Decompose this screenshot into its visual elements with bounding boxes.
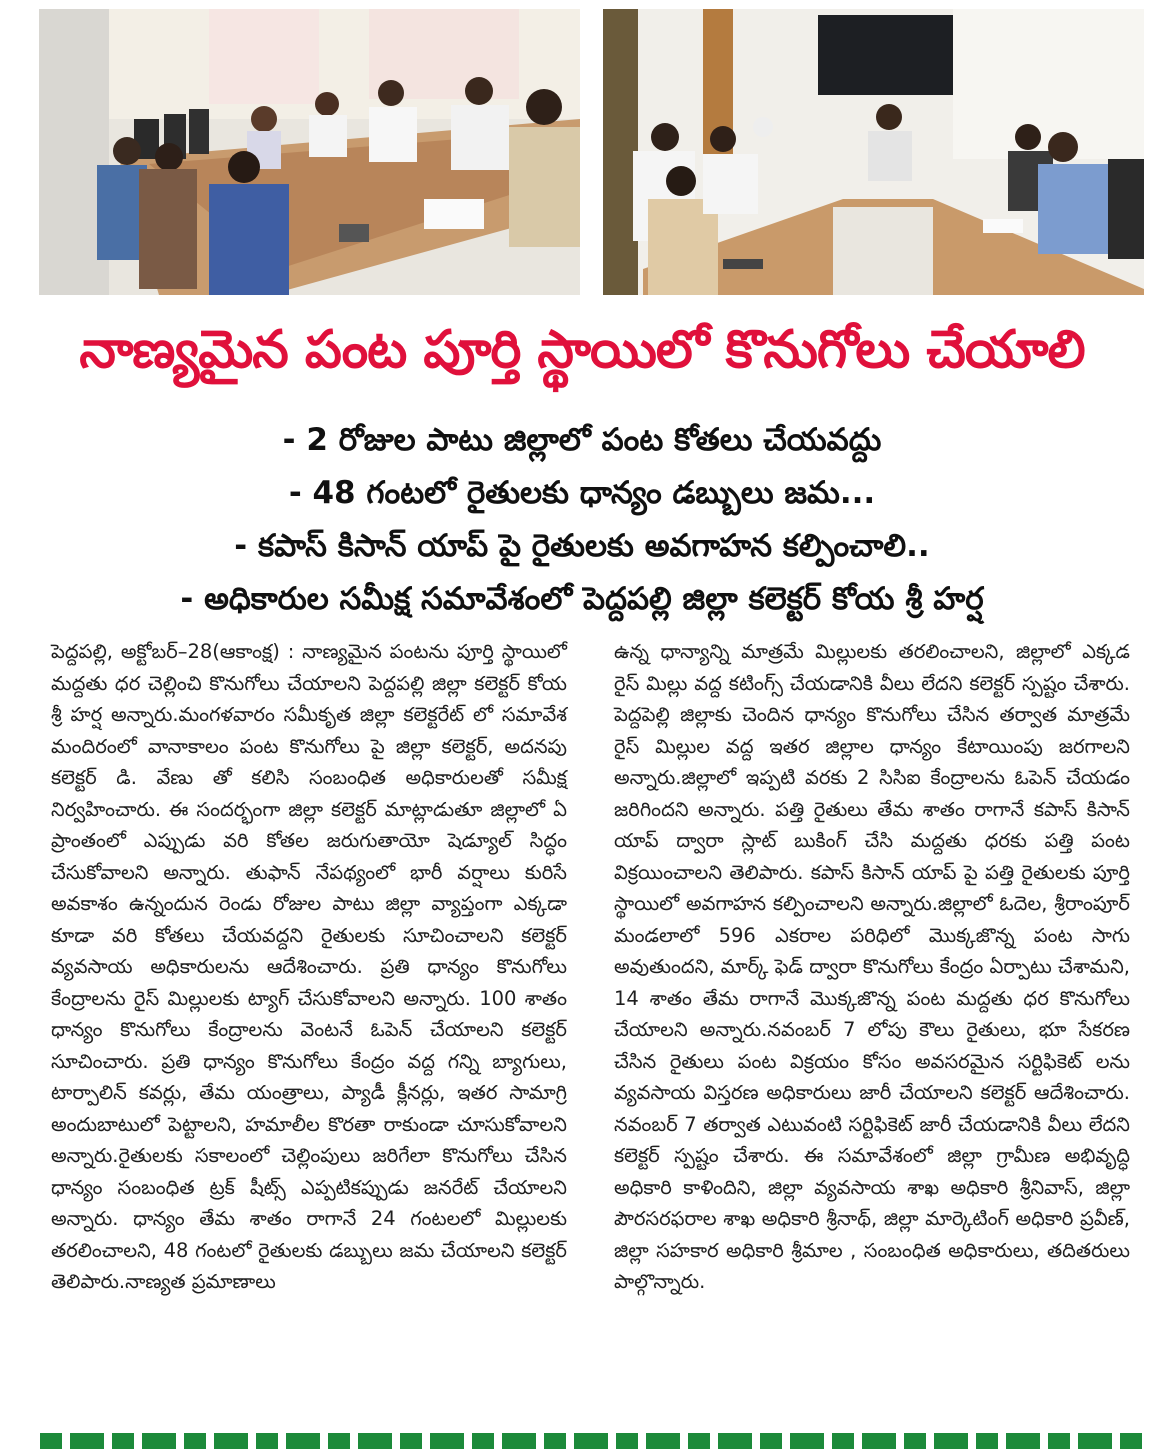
subhead-3: - కపాస్ కిసాన్ యాప్ పై రైతులకు అవగాహన కల్పించాలి.. bbox=[234, 528, 930, 564]
subheads bbox=[0, 414, 1164, 626]
headline: నాణ్యమైన పంట పూర్తి స్థాయిలో కొనుగోలు చేయాలి bbox=[79, 320, 1085, 380]
article-body-right: ఉన్న ధాన్యాన్ని మాత్రమే మిల్లులకు తరలించాలని, జిల్లాలో ఎక్కడ రైస్ మిల్లు వద్ద కటింగ్స్ చేయడానికి వీలు లేదని కలెక్టర్ స్పష్టం చేశారు. పెద్దపెల్లి జిల్లాకు చెందిన ధాన్యం కొనుగోలు చేసిన తర్వాత మాత్రమే రైస్ మిల్లుల వద్ద ఇతర జిల్లాల ధాన్యం కేటాయింపు జరగాలని అన్నారు.జిల్లాలో ఇప్పటి వరకు 2 సిసిఐ కేంద్రాలను ఓపెన్ చేయడం జరిగిందని అన్నారు. పత్తి రైతులు తేమ శాతం రాగానే కపాస్ కిసాన్ యాప్ ద్వారా స్లాట్ బుకింగ్ చేసి మద్దతు ధరకు పత్తి పంట విక్రయించాలని తెలిపారు. కపాస్ కిసాన్ యాప్ పై పత్తి రైతులకు పూర్తి స్థాయిలో అవగాహన కల్పించాలని అన్నారు.జిల్లాలో ఓదెల, శ్రీరాంపూర్ మండలాలో 596 ఎకరాల పరిధిలో మొక్కజొన్న పంట సాగు అవుతుందని, మార్క్ ఫెడ్ ద్వారా కొనుగోలు కేంద్రం ఏర్పాటు చేశామని, 14 శాతం తేమ రాగానే మొక్కజొన్న పంట మద్దతు ధర కొనుగోలు చేయాలని అన్నారు.నవంబర్ 7 లోపు కౌలు రైతులు, భూ సేకరణ చేసిన రైతులు పంట విక్రయం కోసం అవసరమైన సర్టిఫికెట్ లను వ్యవసాయ విస్తరణ అధికారులు జారీ చేయాలని కలెక్టర్ ఆదేశించారు. నవంబర్ 7 తర్వాత ఎటువంటి సర్టిఫికెట్ జారీ చేయడానికి వీలు లేదని కలెక్టర్ స్పష్టం చేశారు. ఈ సమావేశంలో జిల్లా గ్రామీణ అభివృద్ధి అధికారి కాళిందిని, జిల్లా వ్యవసాయ శాఖ అధికారి శ్రీనివాస్, జిల్లా పౌరసరఫరాల శాఖ అధికారి శ్రీనాథ్, జిల్లా మార్కెటింగ్ అధికారి ప్రవీణ్, జిల్లా సహకార అధికారి శ్రీమాల , సంబంధిత అధికారులు, తదితరులు పాల్గొన్నారు. bbox=[614, 640, 1130, 1293]
next-headline-strip bbox=[40, 1433, 1144, 1449]
meeting-photo-right bbox=[603, 9, 1144, 295]
meeting-photo-icon bbox=[39, 9, 580, 295]
meeting-photo-left bbox=[39, 9, 580, 295]
subhead-2: - 48 గంటలో రైతులకు ధాన్యం డబ్బులు జమ... bbox=[288, 475, 876, 511]
article-body-left: పెద్దపల్లి, అక్టోబర్–28(ఆకాంక్ష) : నాణ్యమైన పంటను పూర్తి స్థాయిలో మద్దతు ధర చెల్లించి కొనుగోలు చేయాలని పెద్దపల్లి జిల్లా కలెక్టర్ కోయ శ్రీ హర్ష అన్నారు.మంగళవారం సమీకృత జిల్లా కలెక్టరేట్ లో సమావేశ మందిరంలో వానాకాలం పంట కొనుగోలు పై జిల్లా కలెక్టర్, అదనపు కలెక్టర్ డి. వేణు తో కలిసి సంబంధిత అధికారులతో సమీక్ష నిర్వహించారు. ఈ సందర్భంగా జిల్లా కలెక్టర్ మాట్లాడుతూ జిల్లాలో ఏ ప్రాంతంలో ఎప్పుడు వరి కోతల జరుగుతాయో షెడ్యూల్ సిద్ధం చేసుకోవాలని అన్నారు. తుఫాన్ నేపథ్యంలో భారీ వర్షాలు కురిసే అవకాశం ఉన్నందున రెండు రోజుల పాటు జిల్లా వ్యాప్తంగా ఎక్కడా కూడా వరి కోతలు చేయవద్దని రైతులకు సూచించాలని కలెక్టర్ వ్యవసాయ అధికారులను ఆదేశించారు. ప్రతి ధాన్యం కొనుగోలు కేంద్రాలను రైస్ మిల్లులకు ట్యాగ్ చేసుకోవాలని అన్నారు. 100 శాతం ధాన్యం కొనుగోలు కేంద్రాలను వెంటనే ఓపెన్ చేయాలని కలెక్టర్ సూచించారు. ప్రతి ధాన్యం కొనుగోలు కేంద్రం వద్ద గన్ని బ్యాగులు, టార్పాలిన్ కవర్లు, తేమ యంత్రాలు, ప్యాడీ క్లీనర్లు, ఇతర సామాగ్రి అందుబాటులో పెట్టాలని, హమాలీల కొరతా రాకుండా చూసుకోవాలని అన్నారు.రైతులకు సకాలంలో చెల్లింపులు జరిగేలా కొనుగోలు చేసిన ధాన్యం సంబంధిత ట్రక్ షీట్స్ ఎప్పటికప్పుడు జనరేట్ చేయాలని అన్నారు. ధాన్యం తేమ శాతం రాగానే 24 గంటలలో మిల్లులకు తరలించాలని, 48 గంటలో రైతులకు డబ్బులు జమ చేయాలని కలెక్టర్ తెలిపారు.నాణ్యత ప్రమాణాలు bbox=[51, 640, 567, 1293]
meeting-photo-icon bbox=[603, 9, 1144, 295]
subhead-1: - 2 రోజుల పాటు జిల్లాలో పంట కోతలు చేయవద్దు bbox=[282, 422, 882, 458]
subhead-4: - అధికారుల సమీక్ష సమావేశంలో పెద్దపల్లి జిల్లా కలెక్టర్ కోయ శ్రీ హర్ష bbox=[180, 581, 984, 617]
